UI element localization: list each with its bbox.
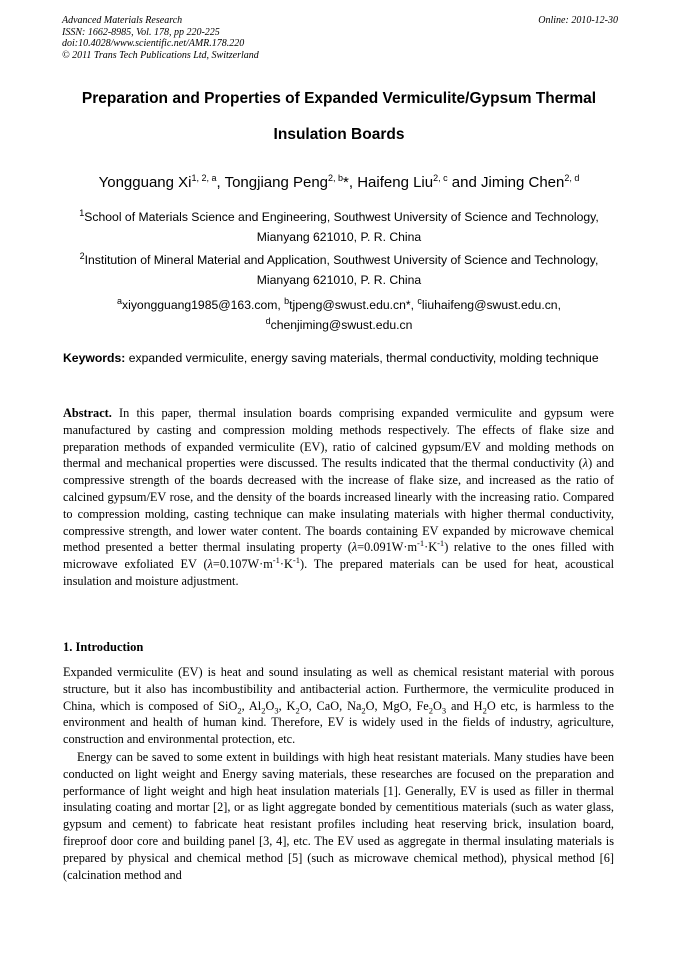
formula-text: Fe bbox=[416, 698, 429, 713]
affiliation-text: Institution of Mineral Material and Application, Southwest University of Science and Technology, bbox=[84, 253, 599, 267]
subscript: 2 bbox=[361, 705, 366, 716]
lambda-symbol: λ bbox=[207, 557, 213, 572]
subscript: 3 bbox=[274, 705, 279, 716]
separator: , bbox=[339, 698, 348, 713]
keywords-text: expanded vermiculite, energy saving materials, thermal conductivity, molding technique bbox=[125, 351, 599, 365]
subscript: 2 bbox=[482, 705, 487, 716]
affiliation-2 bbox=[48, 250, 630, 290]
keywords bbox=[63, 349, 614, 368]
author-name: Jiming Chen bbox=[481, 174, 565, 191]
separator: , bbox=[278, 698, 287, 713]
author-list bbox=[30, 174, 648, 191]
separator: , bbox=[408, 698, 417, 713]
email-mark: d bbox=[265, 315, 271, 326]
journal-header bbox=[62, 15, 618, 61]
online-date: Online: 2010-12-30 bbox=[538, 15, 618, 26]
affiliation-1 bbox=[48, 207, 630, 247]
exponent: -1 bbox=[272, 555, 280, 566]
abstract-label: Abstract. bbox=[63, 406, 112, 420]
email-mark: c bbox=[417, 295, 422, 306]
formula-text: Al bbox=[248, 698, 262, 713]
abstract-text: ) relative to the ones filled with microwave exfoliated EV ( bbox=[63, 540, 614, 572]
author-separator: , bbox=[348, 174, 358, 191]
abstract-paragraph bbox=[63, 405, 614, 590]
abstract-value: =0.107W·m bbox=[212, 557, 273, 572]
abstract-value: =0.091W·m bbox=[357, 540, 418, 555]
subscript: 2 bbox=[295, 705, 300, 716]
formula-text: MgO bbox=[382, 698, 409, 713]
lambda-symbol: λ bbox=[351, 540, 358, 555]
author-name: Tongjiang Peng bbox=[224, 174, 329, 191]
keywords-label: Keywords: bbox=[63, 351, 126, 365]
affiliation-text: School of Materials Science and Engineering, Southwest University of Science and Technology, bbox=[84, 210, 599, 224]
formula-text: CaO bbox=[316, 698, 340, 713]
abstract-text: ). The prepared materials can be used for heat, acoustical insulation and moisture adjustment. bbox=[63, 557, 614, 588]
copyright-line: © 2011 Trans Tech Publications Ltd, Switzerland bbox=[62, 49, 259, 61]
subscript: 2 bbox=[261, 705, 266, 716]
email-link[interactable]: chenjiming@swust.edu.cn bbox=[270, 318, 413, 332]
formula-text: K bbox=[286, 698, 296, 713]
abstract-text: In this paper, thermal insulation boards comprising expanded vermiculite and gypsum were manufactured by casting and compression molding methods respectively. The effects of flake size and preparation methods of expanded vermiculite (EV), ratio of calcined gypsum/EV and molding methods on thermal and mechanical properties were discussed. The results indicated that the thermal conductivity ( bbox=[63, 406, 614, 471]
email-link[interactable]: tjpeng@swust.edu.cn*, bbox=[289, 298, 418, 312]
intro-paragraph-1 bbox=[63, 664, 614, 748]
formula-text: Na bbox=[347, 698, 362, 713]
issn-line: ISSN: 1662-8985, Vol. 178, pp 220-225 bbox=[62, 26, 220, 38]
paper-title-line-2: Insulation Boards bbox=[273, 126, 405, 143]
email-mark: b bbox=[284, 295, 290, 306]
formula-text: O bbox=[265, 698, 275, 713]
paper-title-line-1: Preparation and Properties of Expanded Vermiculite/Gypsum Thermal bbox=[81, 90, 597, 107]
author-affiliation-mark: 2, b bbox=[328, 173, 344, 183]
author-name: Yongguang Xi bbox=[98, 174, 192, 191]
separator: , bbox=[308, 698, 317, 713]
author-affiliation-mark: 2, d bbox=[564, 173, 580, 183]
lambda-symbol: λ bbox=[582, 456, 589, 471]
exponent: -1 bbox=[292, 555, 300, 566]
formula-text: O bbox=[433, 698, 442, 713]
author-affiliation-mark: 2, c bbox=[433, 173, 448, 183]
separator: , bbox=[374, 698, 383, 713]
doi-line: doi:10.4028/www.scientific.net/AMR.178.220 bbox=[62, 38, 245, 49]
author-affiliation-mark: 1, 2, a bbox=[191, 173, 217, 183]
intro-text: O etc, is harmless to the environment and health of human kind. Therefore, EV is widely used in the fields of industry, agriculture, construction and environmental protection, etc. bbox=[63, 698, 615, 747]
abstract-unit: ·K bbox=[424, 540, 438, 555]
formula-text: O bbox=[299, 698, 309, 713]
intro-text: Expanded vermiculite (EV) is heat and sound insulating as well as chemical resistant material with porous structure, but it also has incombustibility and antibacterial action. Furthermore, the vermiculite produced in China, which is composed of SiO bbox=[63, 665, 614, 713]
affiliation-number: 2 bbox=[79, 250, 85, 261]
intro-text: and H bbox=[446, 698, 483, 713]
separator: , bbox=[241, 698, 249, 713]
journal-name: Advanced Materials Research bbox=[62, 15, 183, 26]
email-mark: a bbox=[117, 295, 123, 306]
intro-paragraph-2: Energy can be saved to some extent in buildings with high heat resistant materials. Many studies have been conducted on light weight and Energy saving materials, these researches are focused on the preparation and performance of light weight and high heat insulation materials [1]. Generally, EV is used as filler in thermal insulating coating and mortar [2], or as light aggregate bonded by cementitious materials (such as water glass, gypsum and cement) to fabricate heat resistant profiles including heat reserving brick, insulation board, fireproof door core and building panel [3, 4], etc. The EV used as aggregate in thermal insulating materials is prepared by physical and chemical method [5] (such as microwave chemical method), physical method [6] (calcination method and bbox=[63, 750, 614, 882]
exponent: -1 bbox=[417, 538, 425, 549]
author-emails bbox=[48, 295, 630, 335]
formula-text: O bbox=[365, 698, 375, 713]
author-name: Haifeng Liu bbox=[357, 174, 434, 191]
email-link[interactable]: liuhaifeng@swust.edu.cn, bbox=[421, 298, 561, 312]
affiliation-address: Mianyang 621010, P. R. China bbox=[256, 273, 422, 287]
affiliation-address: Mianyang 621010, P. R. China bbox=[256, 230, 422, 244]
affiliation-number: 1 bbox=[79, 207, 85, 218]
abstract-unit: ·K bbox=[279, 557, 293, 572]
subscript: 2 bbox=[237, 705, 242, 716]
subscript: 2 bbox=[428, 705, 434, 716]
abstract-text: ) and compressive strength of the boards decreased with the increase of flake size, and increased as the ratio of calcined gypsum/EV rose, and the density of the boards increased linearly with the increasing ratio. Compared to compression molding, casting technique can make insulating materials with higher thermal conductivity, compressive strength, and lower water content. The boards containing EV expanded by microwave chemical method presented a better thermal insulating property ( bbox=[63, 456, 614, 555]
corresponding-author-mark: * bbox=[343, 174, 349, 191]
subscript: 3 bbox=[441, 705, 447, 716]
email-link[interactable]: xiyongguang1985@163.com, bbox=[122, 298, 285, 312]
section-heading: 1. Introduction bbox=[63, 640, 144, 654]
author-separator: , bbox=[216, 174, 225, 191]
author-separator: and bbox=[447, 174, 481, 191]
exponent: -1 bbox=[437, 538, 445, 549]
